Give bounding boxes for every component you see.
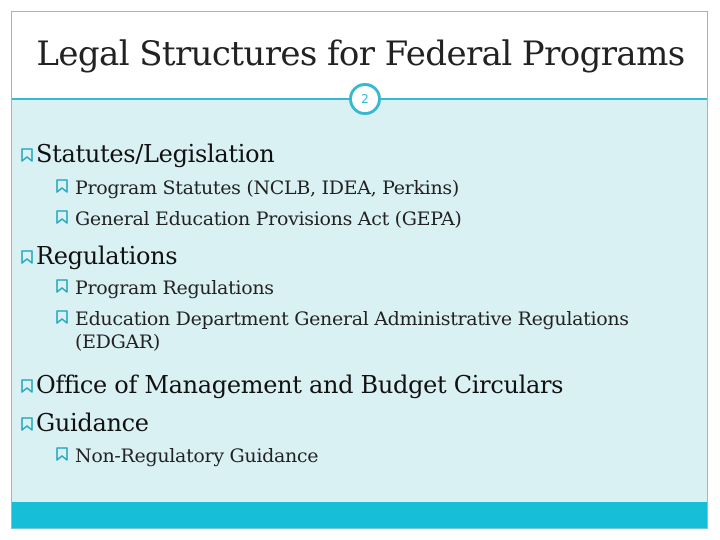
bookmark-bullet-icon	[55, 310, 69, 324]
list-item: Education Department General Administrative Regulations (EDGAR)	[75, 308, 665, 354]
bookmark-bullet-icon	[55, 447, 69, 461]
section-heading-statutes: Statutes/Legislation	[20, 140, 274, 168]
list-item: Program Statutes (NCLB, IDEA, Perkins)	[75, 177, 675, 200]
section-heading-guidance: Guidance	[20, 409, 149, 437]
content-area	[12, 100, 708, 502]
bookmark-bullet-icon	[55, 279, 69, 293]
slide	[11, 11, 708, 529]
bookmark-bullet-icon	[20, 148, 34, 162]
bookmark-bullet-icon	[20, 379, 34, 393]
bookmark-bullet-icon	[20, 417, 34, 431]
section-heading-regulations: Regulations	[20, 242, 177, 270]
list-item: General Education Provisions Act (GEPA)	[75, 208, 675, 231]
list-item: Non-Regulatory Guidance	[75, 445, 675, 468]
bookmark-bullet-icon	[55, 210, 69, 224]
page-number-badge: 2	[349, 83, 381, 115]
slide-title: Legal Structures for Federal Programs	[36, 34, 685, 74]
section-heading-omb: Office of Management and Budget Circulars	[20, 371, 563, 399]
bookmark-bullet-icon	[55, 179, 69, 193]
bookmark-bullet-icon	[20, 250, 34, 264]
footer-bar	[12, 502, 708, 529]
list-item: Program Regulations	[75, 277, 675, 300]
